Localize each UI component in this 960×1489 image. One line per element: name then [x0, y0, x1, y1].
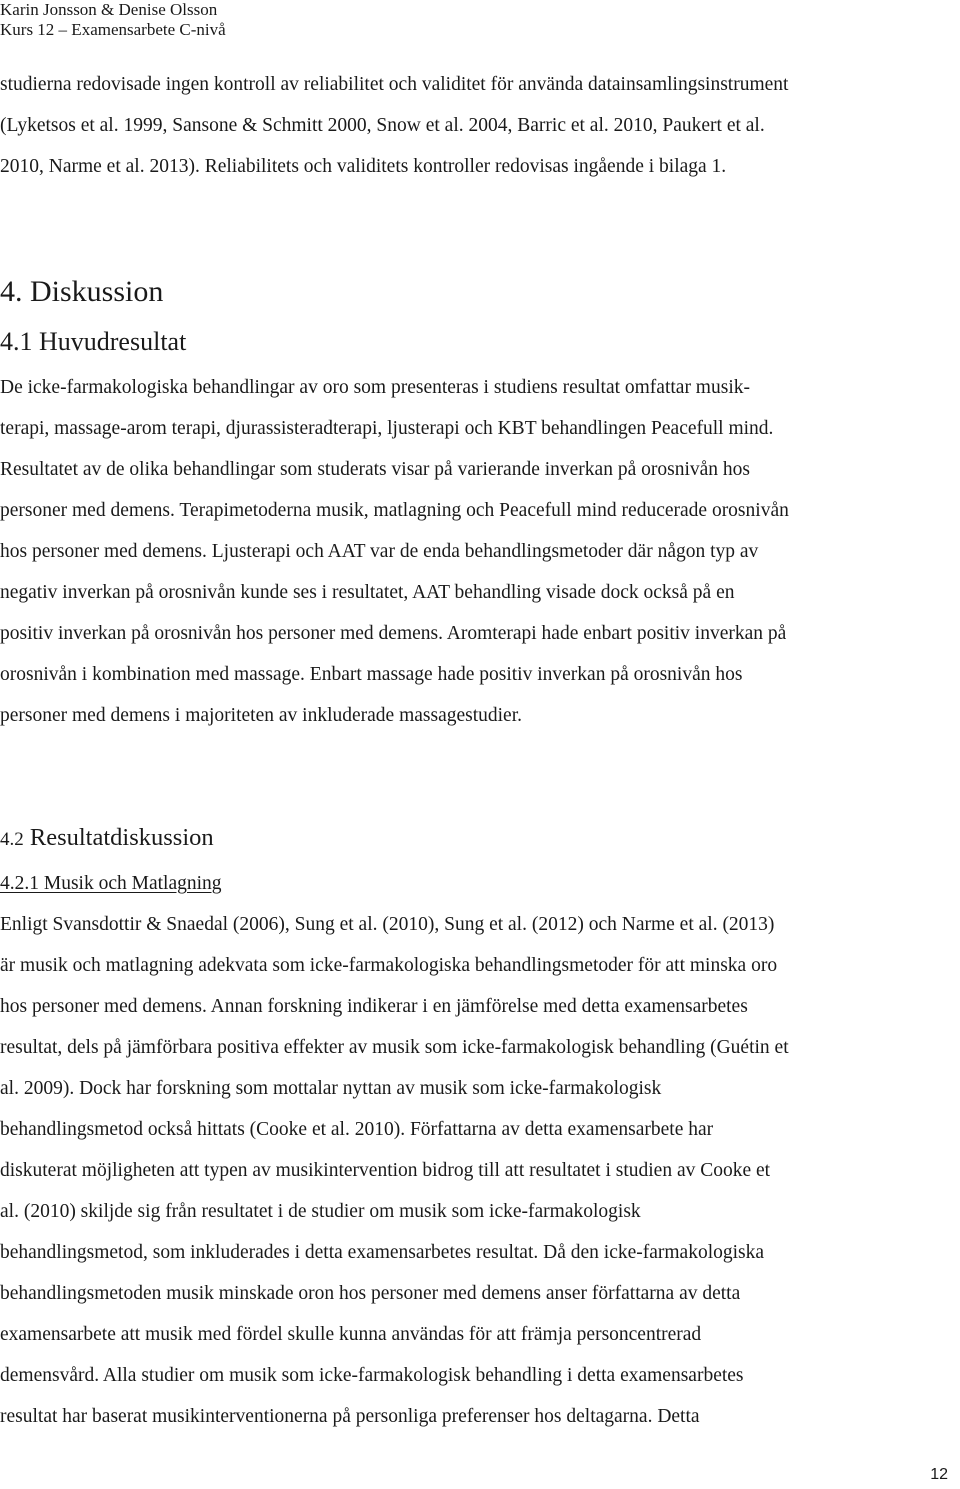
header-authors: Karin Jonsson & Denise Olsson — [0, 0, 218, 19]
paragraph-line: hos personer med demens. Ljusterapi och AAT var de enda behandlingsmetoder där någon typ av — [0, 541, 759, 562]
paragraph-line: De icke-farmakologiska behandlingar av oro som presenteras i studiens resultat omfattar musik- — [0, 377, 750, 398]
paragraph-line: al. 2009). Dock har forskning som mottalar nyttan av musik som icke-farmakologisk — [0, 1078, 662, 1099]
paragraph-line: behandlingsmetod, som inkluderades i detta examensarbetes resultat. Då den icke-farmakologiska — [0, 1242, 765, 1263]
paragraph-line: resultat har baserat musikinterventionerna på personliga preferenser hos deltagarna. Detta — [0, 1406, 700, 1427]
section-heading-diskussion: 4. Diskussion — [0, 275, 164, 308]
paragraph-line: examensarbete att musik med fördel skulle kunna användas för att främja personcentrerad — [0, 1324, 702, 1345]
paragraph-line: terapi, massage-arom terapi, djurassisteradterapi, ljusterapi och KBT behandlingen Peacefull mind. — [0, 418, 774, 439]
paragraph-line: behandlingsmetod också hittats (Cooke et al. 2010). Författarna av detta examensarbete har — [0, 1119, 714, 1140]
section-number: 4.2 — [0, 829, 24, 850]
paragraph-line: diskuterat möjligheten att typen av musikintervention bidrog till att resultatet i studien av Cooke et — [0, 1160, 771, 1181]
section-heading-huvudresultat: 4.1 Huvudresultat — [0, 327, 187, 356]
paragraph-line: 2010, Narme et al. 2013). Reliabilitets och validitets kontroller redovisas ingående i bilaga 1. — [0, 156, 727, 177]
section-title: Resultatdiskussion — [29, 824, 214, 851]
page-header — [0, 0, 226, 40]
paragraph-line: Resultatet av de olika behandlingar som studerats visar på varierande inverkan på orosnivån hos — [0, 459, 750, 480]
header-course: Kurs 12 – Examensarbete C-nivå — [0, 20, 226, 39]
subsection-heading-musik-och-matlagning: 4.2.1 Musik och Matlagning — [0, 873, 222, 894]
paragraph-line: hos personer med demens. Annan forskning indikerar i en jämförelse med detta examensarbetes — [0, 996, 748, 1017]
paragraph-line: resultat, dels på jämförbara positiva effekter av musik som icke-farmakologisk behandling (Guétin et — [0, 1037, 789, 1058]
paragraph-line: al. (2010) skiljde sig från resultatet i de studier om musik som icke-farmakologisk — [0, 1201, 641, 1222]
paragraph-line: Enligt Svansdottir & Snaedal (2006), Sung et al. (2010), Sung et al. (2012) och Narme et al. (2013) — [0, 914, 775, 935]
paragraph-line: personer med demens i majoriteten av inkluderade massagestudier. — [0, 705, 522, 726]
page-number: 12 — [930, 1466, 948, 1483]
paragraph-line: negativ inverkan på orosnivån kunde ses i resultatet, AAT behandling visade dock också på en — [0, 582, 735, 603]
section-heading-resultatdiskussion — [0, 824, 214, 852]
paragraph-line: är musik och matlagning adekvata som icke-farmakologiska behandlingsmetoder för att minska oro — [0, 955, 778, 976]
paragraph-line: positiv inverkan på orosnivån hos personer med demens. Aromterapi hade enbart positiv inverkan på — [0, 623, 787, 644]
paragraph-line: studierna redovisade ingen kontroll av reliabilitet och validitet för använda datainsamlingsinstrument — [0, 74, 789, 95]
paragraph-line: orosnivån i kombination med massage. Enbart massage hade positiv inverkan på orosnivån hos — [0, 664, 743, 685]
paragraph-line: demensvård. Alla studier om musik som icke-farmakologisk behandling i detta examensarbetes — [0, 1365, 744, 1386]
paragraph-line: behandlingsmetoden musik minskade oron hos personer med demens anser författarna av detta — [0, 1283, 741, 1304]
paragraph-line: (Lyketsos et al. 1999, Sansone & Schmitt 2000, Snow et al. 2004, Barric et al. 2010, Paukert et al. — [0, 115, 765, 136]
paragraph-line: personer med demens. Terapimetoderna musik, matlagning och Peacefull mind reducerade orosnivån — [0, 500, 789, 521]
